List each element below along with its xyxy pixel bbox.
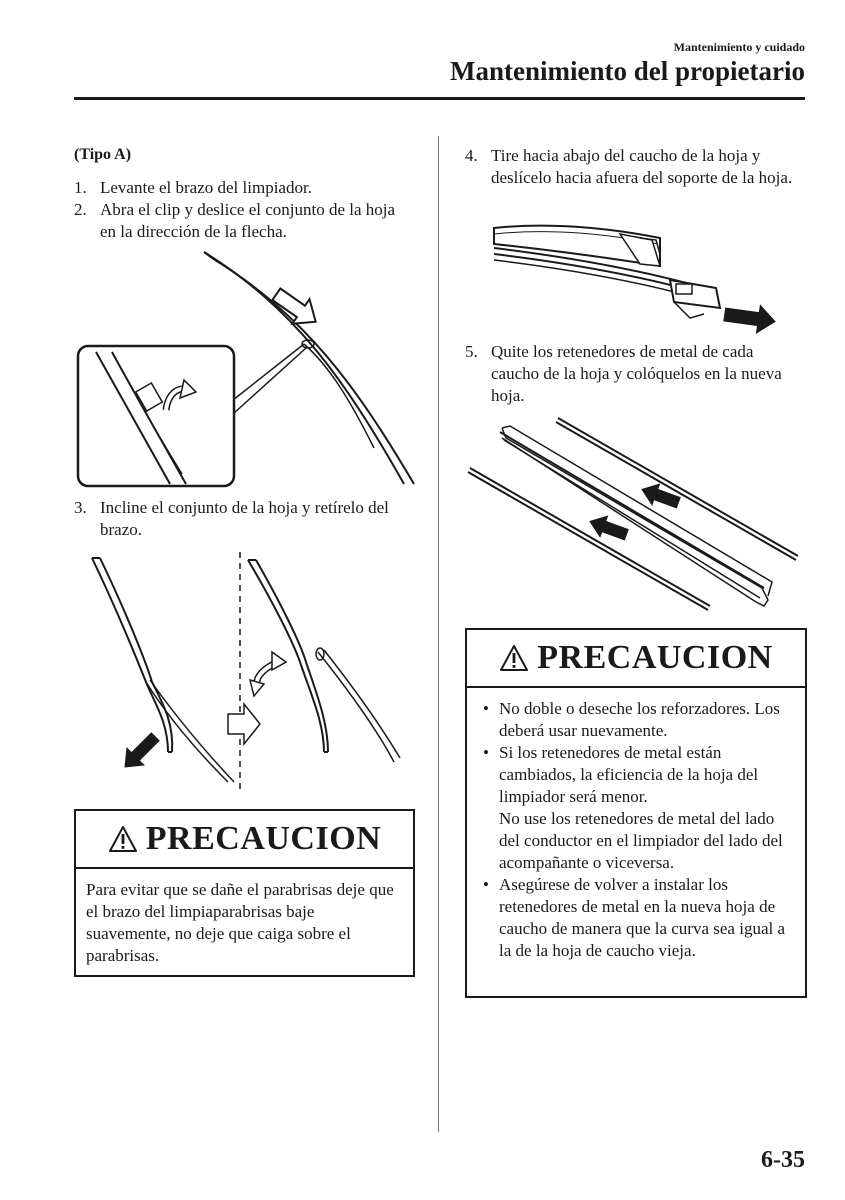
caution-bullet: [477, 698, 795, 742]
step-text: Abra el clip y deslice el conjunto de la hoja en la dirección de la flecha.: [100, 200, 396, 241]
bullet-dot: •: [483, 875, 489, 894]
step-number: 4.: [465, 146, 478, 165]
warning-triangle-icon: [499, 644, 529, 672]
step-number: 3.: [74, 498, 87, 517]
bullet-text: Asegúrese de volver a instalar los retenedores de metal en la nueva hoja de caucho de manera que la curva sea igual a la de la hoja de caucho vieja.: [499, 875, 786, 960]
caution-header: [76, 811, 413, 869]
chapter-title: Mantenimiento del propietario: [450, 56, 805, 86]
caution-text: Para evitar que se dañe el parabrisas deje que el brazo del limpiaparabrisas baje suavemente, no deje que caiga sobre el parabrisas.: [86, 880, 394, 965]
step-text: Levante el brazo del limpiador.: [100, 178, 312, 197]
type-a-subheading: (Tipo A): [74, 146, 132, 163]
figure-tilt-remove: [88, 552, 408, 792]
step-text: Quite los retenedores de metal de cada caucho de la hoja y colóquelos en la nueva hoja.: [491, 342, 782, 405]
step-number: 5.: [465, 342, 478, 361]
figure-pull-rubber: [490, 214, 785, 338]
bullet-dot: •: [483, 743, 489, 762]
caution-bullet: [477, 874, 795, 962]
figure-metal-retainers: [462, 412, 807, 612]
caution-title: PRECAUCION: [145, 820, 382, 857]
step-number: 2.: [74, 200, 87, 219]
section-label: Mantenimiento y cuidado: [673, 40, 805, 54]
header-rule: [74, 97, 805, 100]
caution-title: PRECAUCION: [537, 639, 773, 676]
bullet-text: No doble o deseche los reforzadores. Los deberá usar nuevamente.: [499, 699, 780, 740]
step-number: 1.: [74, 178, 87, 197]
caution-bullet: [477, 742, 795, 874]
bullet-extra-text: No use los retenedores de metal del lado del conductor en el limpiador del lado del acompañante o viceversa.: [499, 809, 783, 872]
caution-header: [467, 630, 805, 688]
bullet-text: Si los retenedores de metal están cambiados, la eficiencia de la hoja del limpiador será menor.: [499, 743, 759, 806]
caution-box-left: [74, 809, 415, 977]
caution-bullets: [467, 688, 805, 972]
column-divider: [438, 136, 439, 1132]
figure-clip-release: [74, 248, 419, 492]
caution-box-right: [465, 628, 807, 998]
warning-triangle-icon: [108, 825, 138, 853]
step-text: Incline el conjunto de la hoja y retírelo del brazo.: [100, 498, 389, 539]
step-text: Tire hacia abajo del caucho de la hoja y deslícelo hacia afuera del soporte de la hoja.: [491, 146, 793, 187]
bullet-dot: •: [483, 699, 489, 718]
page-number: 6-35: [761, 1147, 805, 1173]
